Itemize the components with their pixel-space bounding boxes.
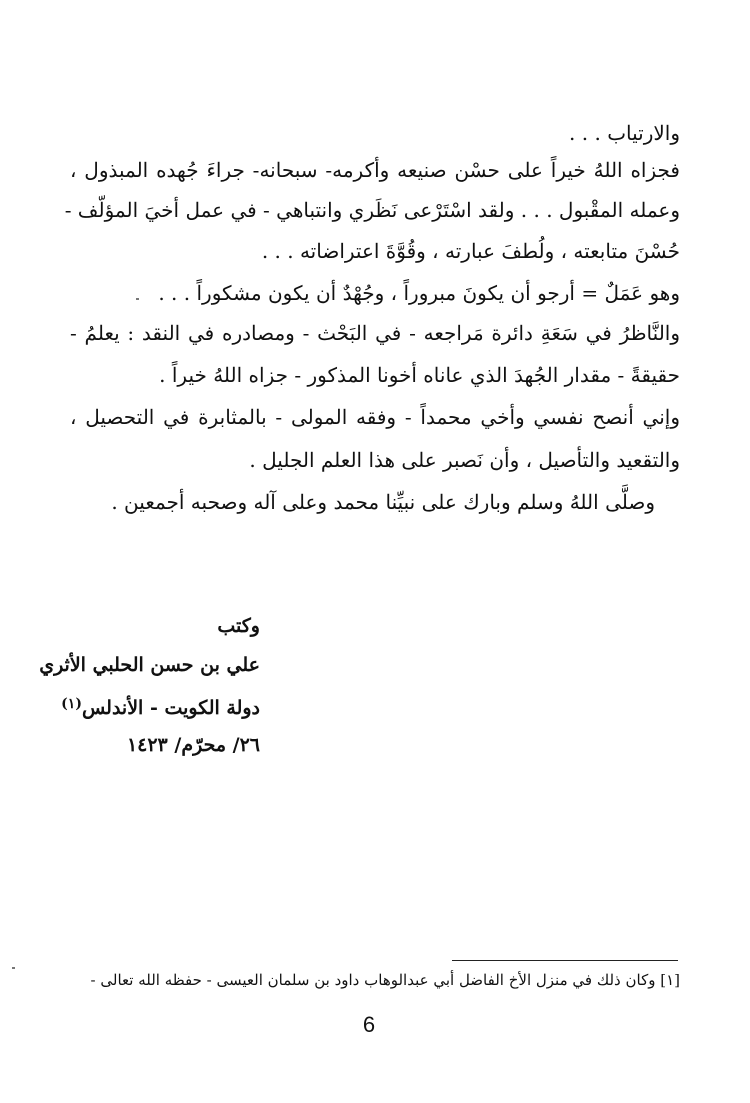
page-number: 6 bbox=[362, 1012, 376, 1037]
scan-speck bbox=[136, 298, 139, 300]
signature-place bbox=[61, 689, 260, 723]
footnote-separator bbox=[452, 960, 678, 961]
signature-place-text: دولة الكويت - الأندلس bbox=[81, 697, 260, 719]
text-line-7: حقيقةً - مقدار الجُهدَ الذي عاناه أخونا المذكور - جزاه اللهُ خيراً . bbox=[159, 363, 680, 387]
signature-name: علي بن حسن الحلبي الأثري bbox=[39, 654, 260, 676]
footnote-text: [١] وكان ذلك في منزل الأخ الفاضل أبي عبدالوهاب داود بن سلمان العيسى - حفظه الله تعالى - bbox=[90, 971, 680, 989]
signature-wrote: وكتب bbox=[217, 615, 260, 637]
text-line-5: وهو عَمَلٌ = أرجو أن يكونَ مبروراً ، وجُهْدٌ أن يكون مشكوراً . . . bbox=[158, 281, 680, 305]
text-line-4: حُسْنَ متابعته ، ولُطفَ عبارته ، وقُوَّةَ اعتراضاته . . . bbox=[261, 239, 680, 263]
text-line-9: والتقعيد والتأصيل ، وأن نَصبر على هذا العلم الجليل . bbox=[249, 448, 680, 472]
text-line-8: وإني أنصح نفسي وأخي محمداً - وفقه المولى - بالمثابرة في التحصيل ، bbox=[70, 405, 680, 429]
text-line-1: والارتياب . . . bbox=[569, 121, 680, 145]
signature-date: ٢٦/ محرّم/ ١٤٢٣ bbox=[126, 734, 260, 756]
text-line-2: فجزاه اللهُ خيراً على حسْن صنيعه وأكرمه- سبحانه- جراءَ جُهده المبذول ، bbox=[70, 158, 680, 182]
footnote-reference: (١) bbox=[61, 696, 82, 712]
text-line-6: والنَّاظرُ في سَعَةِ دائرة مَراجعه - في البَحْث - ومصادره في النقد : يعلمُ - bbox=[70, 321, 680, 345]
scan-speck bbox=[12, 967, 15, 969]
text-line-10: وصلَّى اللهُ وسلم وبارك على نبيِّنا محمد وعلى آله وصحبه أجمعين . bbox=[111, 490, 655, 514]
text-line-3: وعمله المقْبول . . . ولقد اسْتَرْعى نَظَري وانتباهي - في عمل أخيَ المؤلّف - bbox=[64, 198, 680, 222]
